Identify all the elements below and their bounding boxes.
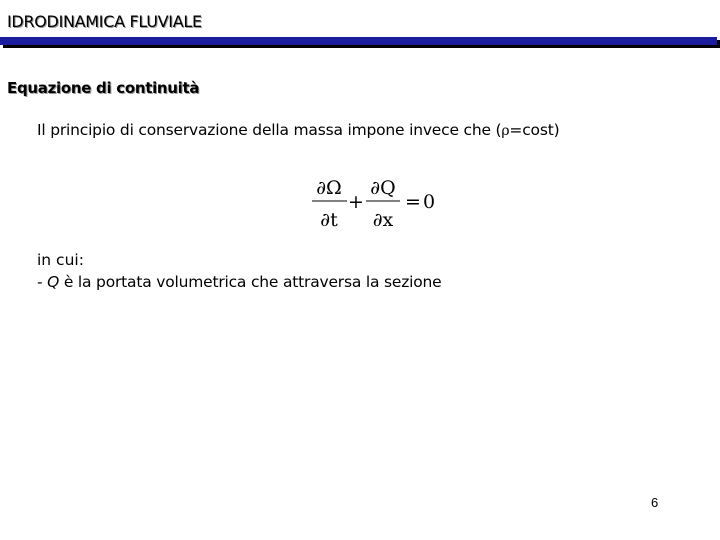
plus-operator: + — [348, 191, 364, 213]
principle-paragraph — [37, 121, 559, 139]
definition-line — [37, 273, 442, 291]
principle-suffix: =cost) — [509, 121, 560, 139]
page-number: 6 — [651, 495, 659, 510]
slide-title: IDRODINAMICA FLUVIALE — [7, 12, 202, 31]
term1-denominator: ∂t — [320, 209, 338, 231]
definition-prefix: - — [37, 273, 48, 291]
definition-text: è la portata volumetrica che attraversa la sezione — [59, 273, 442, 291]
definition-variable: Q — [47, 273, 60, 291]
term2-numerator: ∂Q — [370, 177, 396, 199]
continuity-equation — [308, 175, 438, 235]
section-heading: Equazione di continuità — [7, 79, 200, 97]
rho-symbol: ρ — [501, 123, 510, 139]
equation-rhs: 0 — [422, 191, 436, 213]
equals-sign: = — [405, 191, 421, 213]
title-rule — [0, 37, 720, 48]
title-rule-accent — [0, 37, 717, 45]
principle-text: Il principio di conservazione della massa impone invece che ( — [37, 121, 502, 139]
term2-denominator: ∂x — [372, 209, 394, 231]
term1-numerator: ∂Ω — [316, 177, 342, 199]
where-label: in cui: — [37, 251, 84, 269]
